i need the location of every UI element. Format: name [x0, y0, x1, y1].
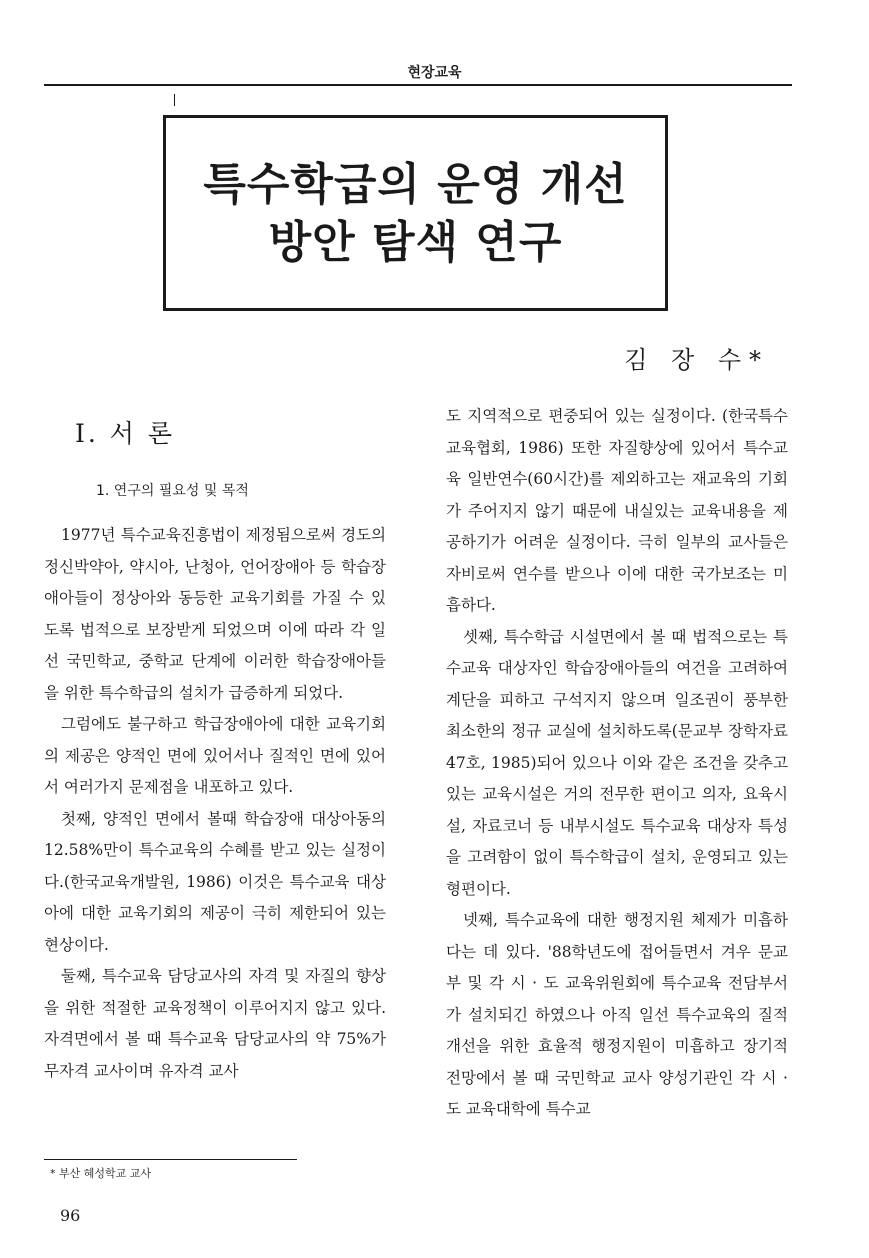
author-name: 김 장 수* [624, 346, 769, 374]
footnote-rule [44, 1159, 297, 1160]
subsection-heading: 1. 연구의 필요성 및 목적 [96, 483, 249, 499]
footnote: * 부산 혜성학교 교사 [50, 1167, 151, 1180]
page-number: 96 [60, 1206, 81, 1225]
title-line-2: 방안 탐색 연구 [268, 217, 563, 268]
paragraph-continuation: 도 지역적으로 편중되어 있는 실정이다. (한국특수교육협회, 1986) 또한 자질향상에 있어서 특수교육 일반연수(60시간)를 제외하고는 재교육의 기회가 주어지지 않기 때문에 내실있는 교육내용을 제공하기가 어려운 실정이다. 극히 일부의 교사들은 자비로써 연수를 받으나 이에 대한 국가보조는 미흡하다. [446, 407, 788, 614]
title-line-1: 특수학급의 운영 개선 [203, 159, 628, 210]
paragraph: 셋째, 특수학급 시설면에서 볼 때 법적으로는 특수교육 대상자인 학습장애아들의 여건을 고려하여 계단을 피하고 구석지지 않으며 일조권이 풍부한 최소한의 정규 교실에 설치하도록(문교부 장학자료47호, 1985)되어 있으나 이와 같은 조건을 갖추고 있는 교육시설은 거의 전무한 편이고 의자, 요육시설, 자료코너 등 내부시설도 특수교육 대상자 특성을 고려함이 없이 특수학급이 설치, 운영되고 있는 형편이다. [446, 627, 788, 898]
header-rule [44, 84, 792, 86]
paragraph: 둘째, 특수교육 담당교사의 자격 및 자질의 향상을 위한 적절한 교육정책이 이루어지지 않고 있다. 자격면에서 볼 때 특수교육 담당교사의 약 75%가 무자격 교사이며 유자격 교사 [44, 967, 386, 1080]
running-header: 현장교육 [407, 65, 462, 81]
title-box [163, 115, 668, 311]
left-column [44, 520, 386, 1087]
paragraph: 넷째, 특수교육에 대한 행정지원 체제가 미흡하다는 데 있다. '88학년도에 접어들면서 겨우 문교부 및 각 시 · 도 교육위원회에 특수교육 전담부서가 설치되긴 하였으나 아직 일선 특수교육의 질적 개선을 위한 효율적 행정지원이 미흡하고 장기적 전망에서 볼 때 국민학교 교사 양성기관인 각 시 · 도 교육대학에 특수교 [446, 911, 788, 1118]
paragraph: 1977년 특수교육진흥법이 제정됨으로써 경도의 정신박약아, 약시아, 난청아, 언어장애아 등 학습장애아들이 정상아와 동등한 교육기회를 가질 수 있도록 법적으로 보장받게 되었으며 이에 따라 각 일선 국민학교, 중학교 단계에 이러한 학습장애아들을 위한 특수학급의 설치가 급증하게 되었다. [44, 526, 386, 702]
margin-mark [174, 94, 175, 106]
section-heading: Ⅰ. 서 론 [75, 419, 176, 448]
right-column [446, 401, 788, 1126]
paragraph: 첫째, 양적인 면에서 볼때 학습장애 대상아동의 12.58%만이 특수교육의 수혜를 받고 있는 실정이다.(한국교육개발원, 1986) 이것은 특수교육 대상아에 대한 교육기회의 제공이 극히 제한되어 있는 현상이다. [44, 809, 386, 954]
paragraph: 그럼에도 불구하고 학급장애아에 대한 교육기회의 제공은 양적인 면에 있어서나 질적인 면에 있어서 여러가지 문제점을 내포하고 있다. [44, 715, 386, 796]
